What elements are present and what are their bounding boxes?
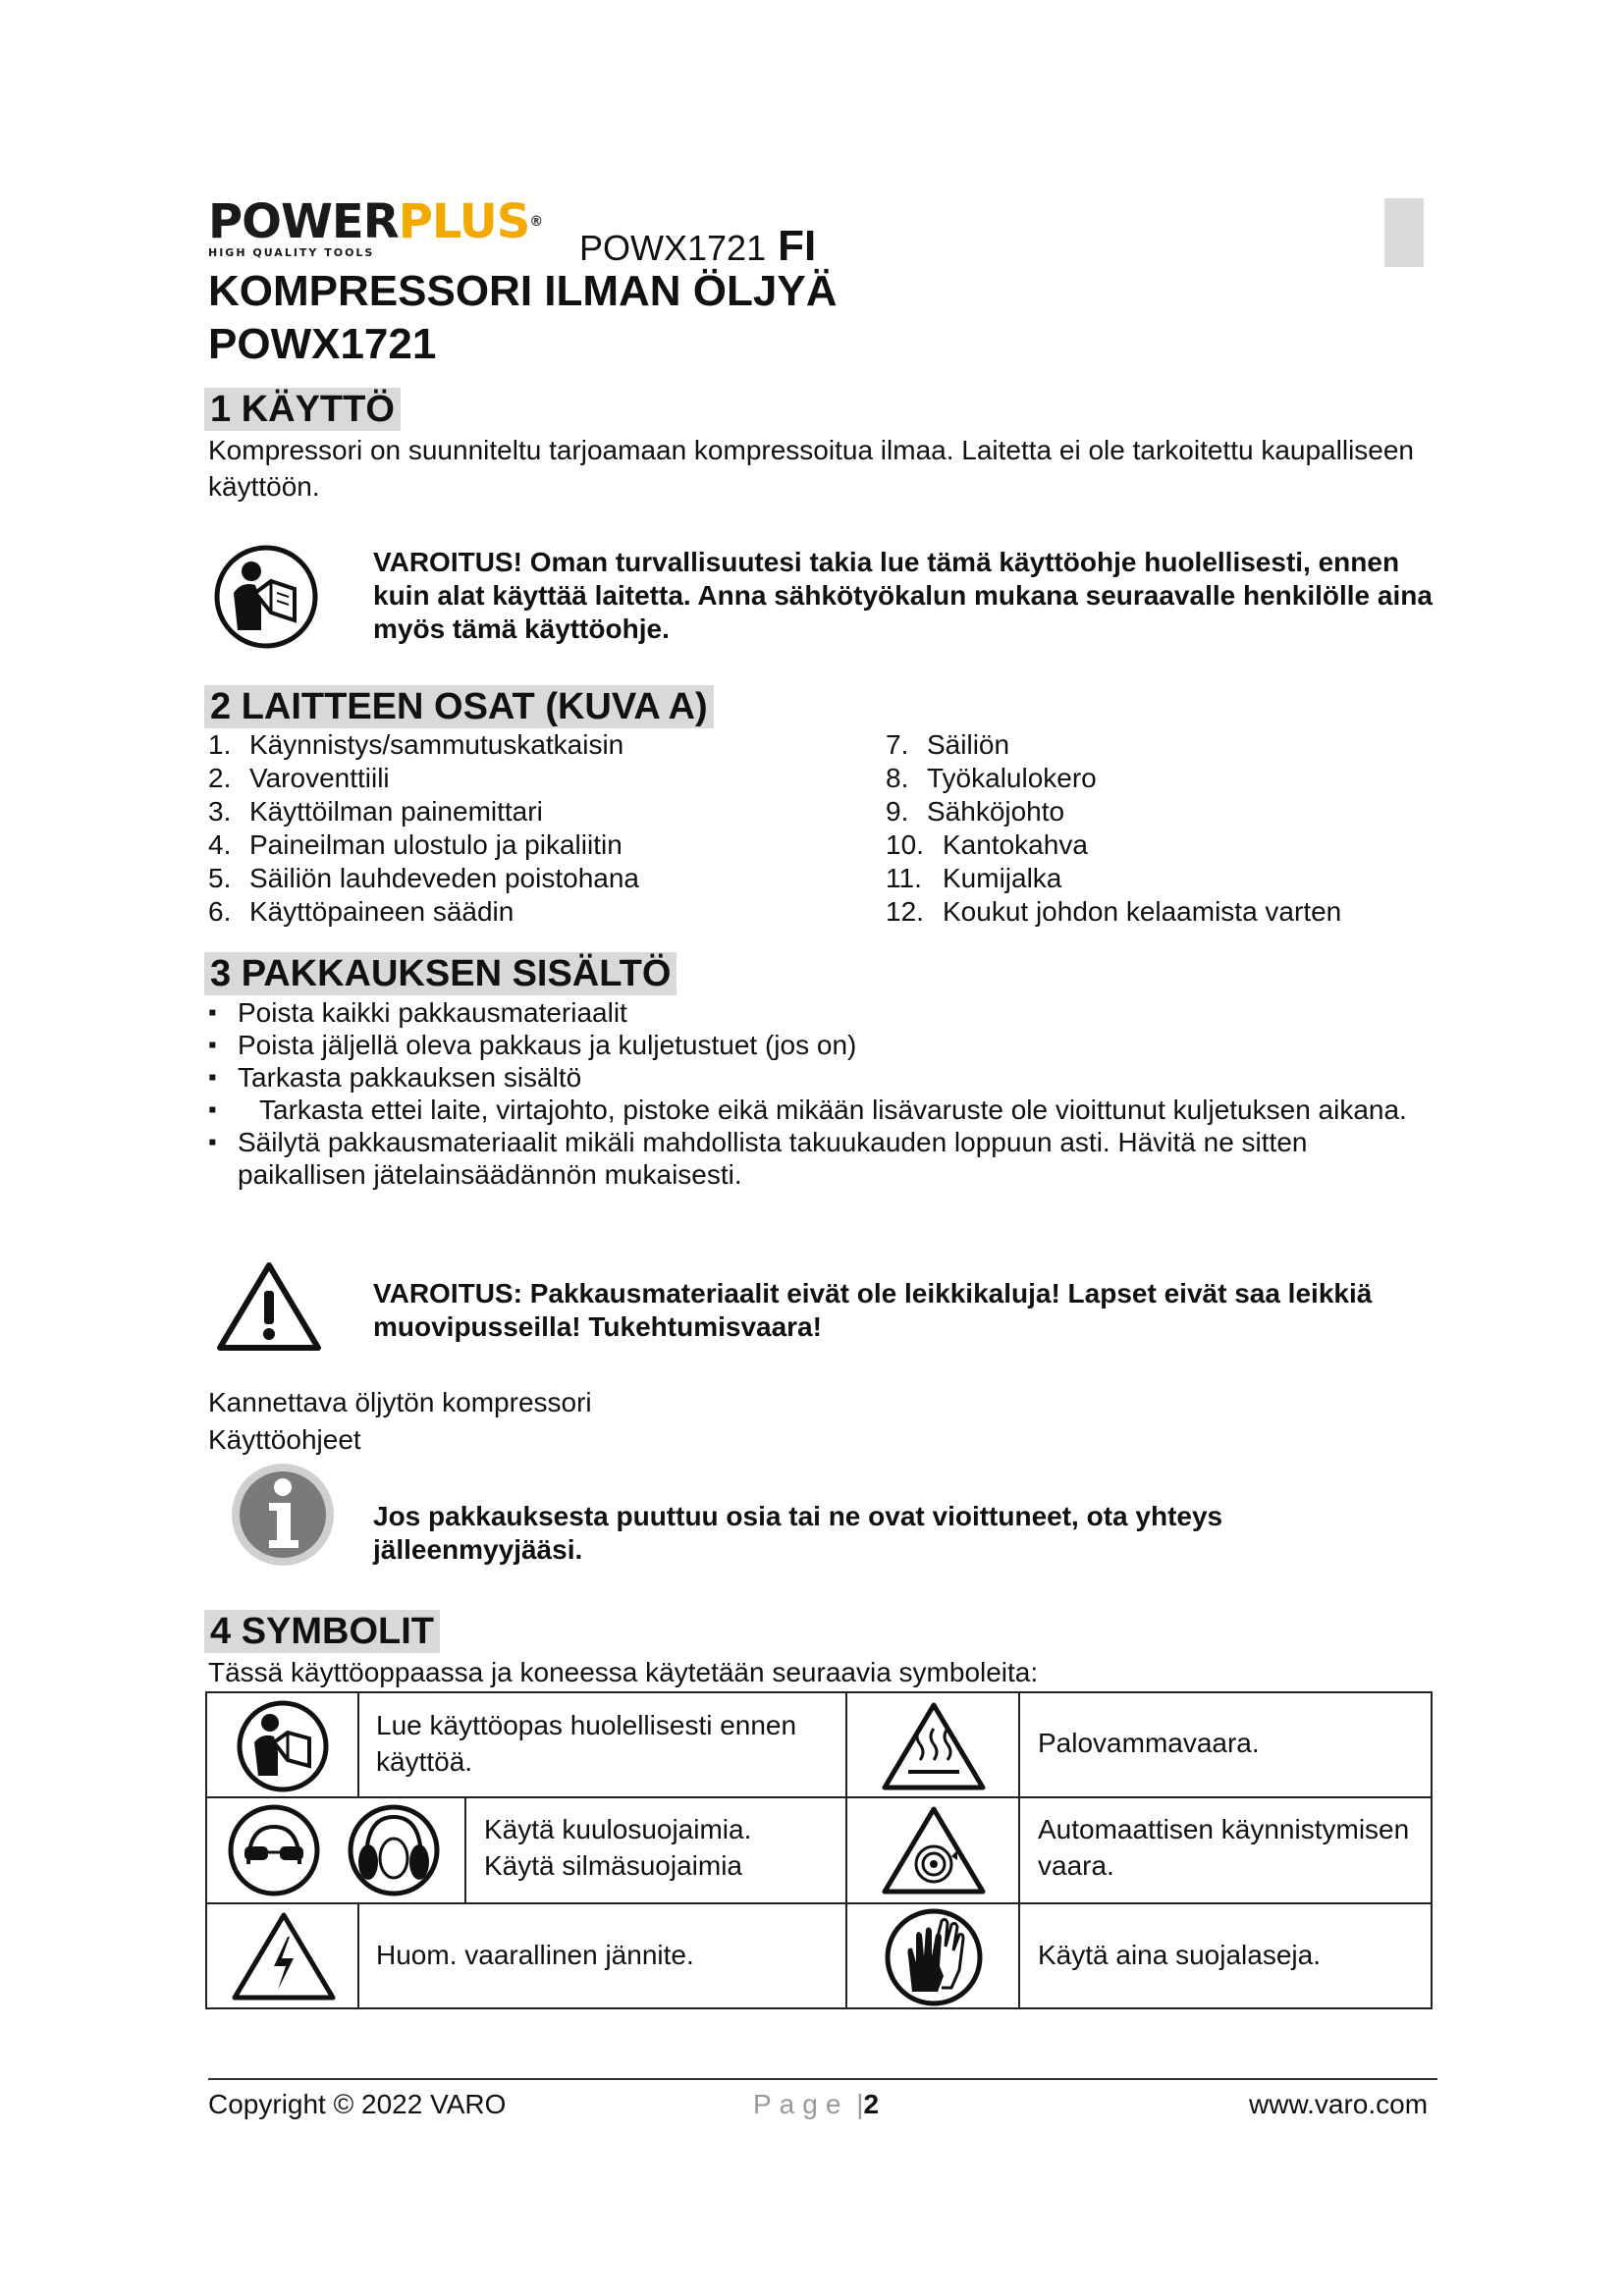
list-item: ▪ Poista jäljellä oleva pakkaus ja kuljetustuet (jos on) (208, 1029, 1435, 1061)
section-4-heading: 4 SYMBOLIT (204, 1610, 440, 1653)
part-item (208, 795, 639, 828)
part-number: 9. (886, 796, 909, 827)
footer-page-number (753, 2089, 879, 2120)
eye-protection-icon (231, 1807, 317, 1894)
read-manual-icon (229, 1699, 337, 1793)
part-label: Käyttöpaineen säädin (249, 896, 514, 927)
list-item: ▪ Poista kaikki pakkausmateriaalit (208, 996, 1435, 1029)
page-number-value: 2 (863, 2089, 880, 2119)
read-manual-icon (212, 542, 320, 652)
page-label: Page (753, 2089, 849, 2119)
symbols-table (205, 1691, 1433, 2009)
document-title (208, 265, 838, 371)
symbol-eye-protection-text: Käytä silmäsuojaimia (484, 1850, 742, 1881)
ear-protection-icon (351, 1807, 437, 1894)
list-item: ▪ Säilytä pakkausmateriaalit mikäli mahdollista takuukauden loppuun asti. Hävitä ne sitten paikallisen jätelainsäädännön mukaisesti. (208, 1126, 1435, 1191)
part-item (886, 762, 1341, 795)
symbol-voltage-text: Huom. vaarallinen jännite. (376, 1940, 694, 1970)
parts-list-right (886, 728, 1341, 929)
part-number: 1. (208, 729, 232, 760)
gloves-icon (883, 1907, 985, 2007)
powerplus-logo (208, 194, 562, 259)
package-contents-1: Kannettava öljytön kompressori (208, 1387, 592, 1417)
header-model (579, 222, 816, 271)
section-1-warning: VAROITUS! Oman turvallisuutesi takia lue tämä käyttöohje huolellisesti, ennen kuin alat käyttää laitetta. Anna sähkötyökalun mukana seuraavalle henkilölle aina myös tämä käyttöohje. (373, 547, 1433, 644)
package-bullet-list (208, 996, 1435, 1191)
part-label: Paineilman ulostulo ja pikaliitin (249, 829, 623, 860)
symbol-ear-protection-text: Käytä kuulosuojaimia. (484, 1814, 752, 1844)
part-label: Työkalulokero (927, 763, 1097, 793)
logo-power-text: POWER (208, 194, 399, 249)
section-1-heading: 1 KÄYTTÖ (204, 388, 401, 431)
part-label: Kumijalka (943, 863, 1062, 893)
corner-tab-marker (1384, 198, 1424, 267)
part-item (208, 828, 639, 862)
part-label: Varoventtiili (249, 763, 390, 793)
symbol-read-manual-text: Lue käyttöopas huolellisesti ennen käyttöä. (376, 1710, 797, 1777)
section-3-heading: 3 PAKKAUKSEN SISÄLTÖ (204, 952, 677, 995)
section-2-heading: 2 LAITTEEN OSAT (KUVA A) (204, 685, 714, 728)
title-line-1: KOMPRESSORI ILMAN ÖLJYÄ (208, 267, 838, 315)
part-number: 7. (886, 729, 909, 760)
page-separator: | (856, 2089, 864, 2119)
parts-list-left (208, 728, 639, 929)
section-3-warning: VAROITUS: Pakkausmateriaalit eivät ole leikkikaluja! Lapset eivät saa leikkiä muovipusseilla! Tukehtumisvaara! (373, 1278, 1373, 1342)
footer-website: www.varo.com (1249, 2089, 1429, 2119)
part-number: 2. (208, 763, 232, 793)
part-number: 6. (208, 896, 232, 927)
symbol-burn-text: Palovammavaara. (1038, 1728, 1260, 1758)
info-icon (228, 1460, 338, 1570)
part-item (886, 828, 1341, 862)
header-model-code: POWX1721 (579, 228, 767, 268)
symbol-gloves-text: Käytä aina suojalaseja. (1038, 1940, 1321, 1970)
part-number: 3. (208, 796, 232, 827)
logo-plus-text: PLUS (398, 194, 530, 249)
warning-triangle-icon (216, 1259, 322, 1354)
part-label: Käyttöilman painemittari (249, 796, 543, 827)
part-number: 10. (886, 829, 924, 860)
list-item: ▪ Tarkasta pakkauksen sisältö (208, 1061, 1435, 1094)
part-item (886, 795, 1341, 828)
part-item (886, 728, 1341, 762)
footer-divider (208, 2078, 1437, 2080)
part-item (886, 862, 1341, 895)
part-item (208, 728, 639, 762)
part-item (208, 762, 639, 795)
package-contents-2: Käyttöohjeet (208, 1424, 361, 1455)
part-label: Käynnistys/sammutuskatkaisin (249, 729, 624, 760)
part-number: 5. (208, 863, 232, 893)
list-item: ▪ Tarkasta ettei laite, virtajohto, pistoke eikä mikään lisävaruste ole vioittunut kuljetuksen aikana. (208, 1094, 1435, 1126)
symbol-protection-text (484, 1811, 838, 1884)
high-voltage-icon (229, 1909, 339, 2003)
symbol-auto-start-text: Automaattisen käynnistymisen vaara. (1038, 1814, 1410, 1881)
hot-surface-icon (879, 1699, 989, 1793)
part-label: Kantokahva (943, 829, 1088, 860)
title-line-2: POWX1721 (208, 320, 437, 368)
info-text: Jos pakkauksesta puuttuu osia tai ne ovat vioittuneet, ota yhteys jälleenmyyjääsi. (373, 1501, 1223, 1565)
part-label: Koukut johdon kelaamista varten (943, 896, 1342, 927)
symbols-intro: Tässä käyttöoppaassa ja koneessa käytetään seuraavia symboleita: (208, 1657, 1039, 1687)
part-number: 8. (886, 763, 909, 793)
section-1-text: Kompressori on suunniteltu tarjoamaan kompressoitua ilmaa. Laitetta ei ole tarkoitettu kaupalliseen käyttöön. (208, 435, 1415, 502)
part-label: Sähköjohto (927, 796, 1065, 827)
logo-tagline: HIGH QUALITY TOOLS (208, 246, 375, 259)
part-item (208, 862, 639, 895)
part-label: Säiliön (927, 729, 1010, 760)
footer-copyright: Copyright © 2022 VARO (208, 2089, 507, 2119)
protection-icons-group (221, 1803, 453, 1897)
part-label: Säiliön lauhdeveden poistohana (249, 863, 639, 893)
part-number: 4. (208, 829, 232, 860)
part-item (208, 895, 639, 929)
auto-start-icon (879, 1803, 989, 1897)
logo-registered-mark: ® (529, 214, 543, 230)
part-number: 12. (886, 896, 924, 927)
language-code: FI (778, 222, 817, 270)
part-item (886, 895, 1341, 929)
part-number: 11. (886, 863, 922, 893)
